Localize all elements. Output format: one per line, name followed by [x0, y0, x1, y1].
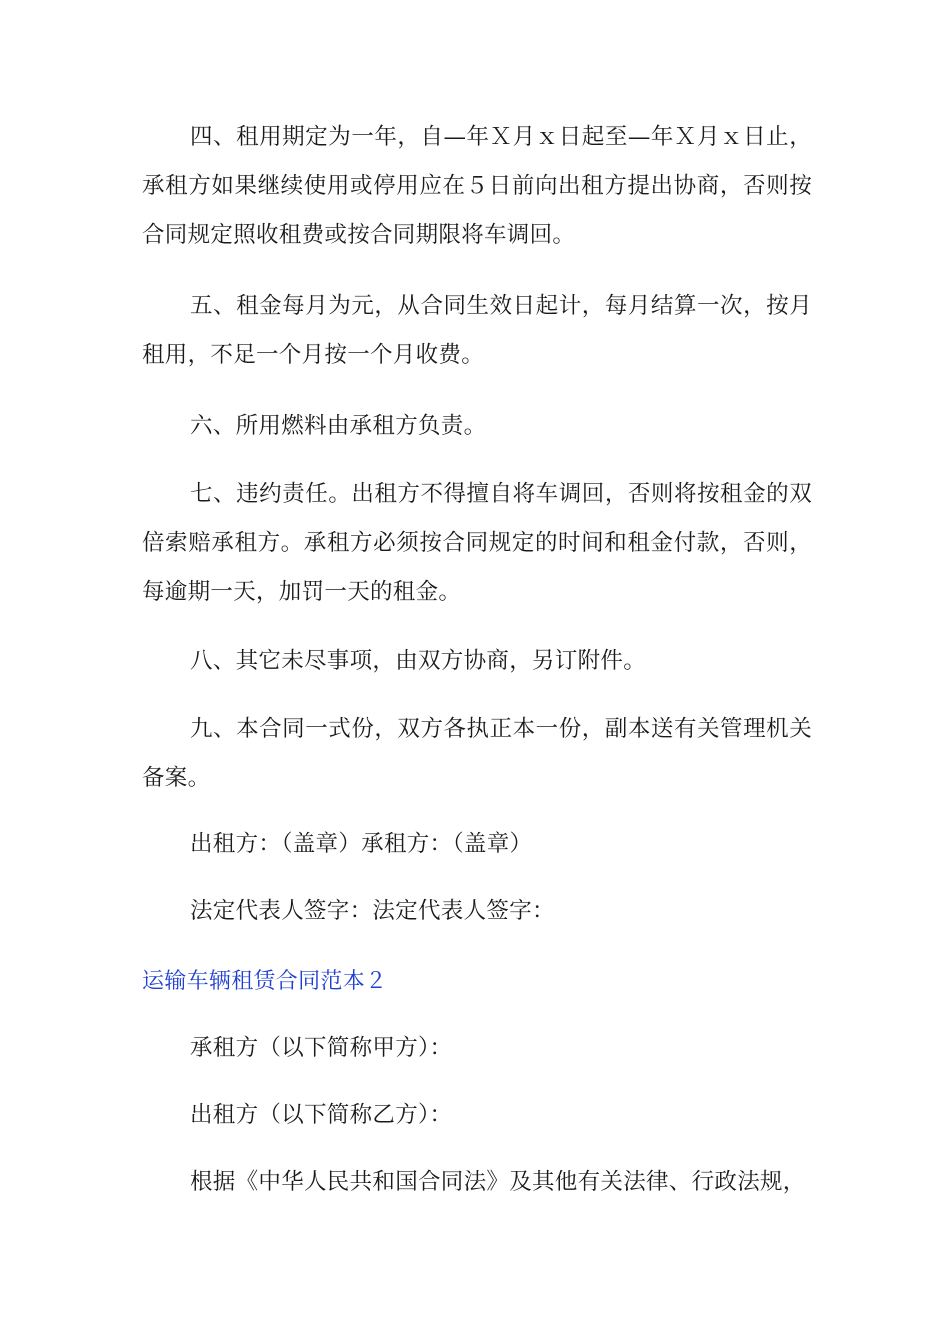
clause-4: 四、租用期定为一年，自—年Ｘ月ｘ日起至—年Ｘ月ｘ日止，承租方如果继续使用或停用应在５日前向出租方提出协商，否则按合同规定照收租费或按合同期限将车调回。 [142, 124, 812, 248]
lessor-line: 出租方（以下简称乙方）： [190, 1102, 453, 1128]
clause-5: 五、租金每月为元，从合同生效日起计，每月结算一次，按月租用，不足一个月按一个月收费。 [142, 293, 812, 368]
clause-8: 八、其它未尽事项，由双方协商，另订附件。 [190, 648, 647, 674]
clause-7: 七、违约责任。出租方不得擅自将车调回，否则将按租金的双倍索赔承租方。承租方必须按合同规定的时间和租金付款，否则，每逾期一天，加罚一天的租金。 [142, 481, 812, 605]
signature-representative-line: 法定代表人签字：法定代表人签字： [190, 898, 555, 924]
clause-9: 九、本合同一式份，双方各执正本一份，副本送有关管理机关备案。 [142, 716, 812, 791]
signature-seal-line: 出租方：（盖章）承租方：（盖章） [190, 831, 533, 857]
section-heading: 运输车辆租赁合同范本２ [142, 969, 388, 994]
clause-6: 六、所用燃料由承租方负责。 [190, 413, 487, 439]
lessee-line: 承租方（以下简称甲方）： [190, 1035, 453, 1061]
legal-basis-line: 根据《中华人民共和国合同法》及其他有关法律、行政法规， [190, 1169, 806, 1195]
